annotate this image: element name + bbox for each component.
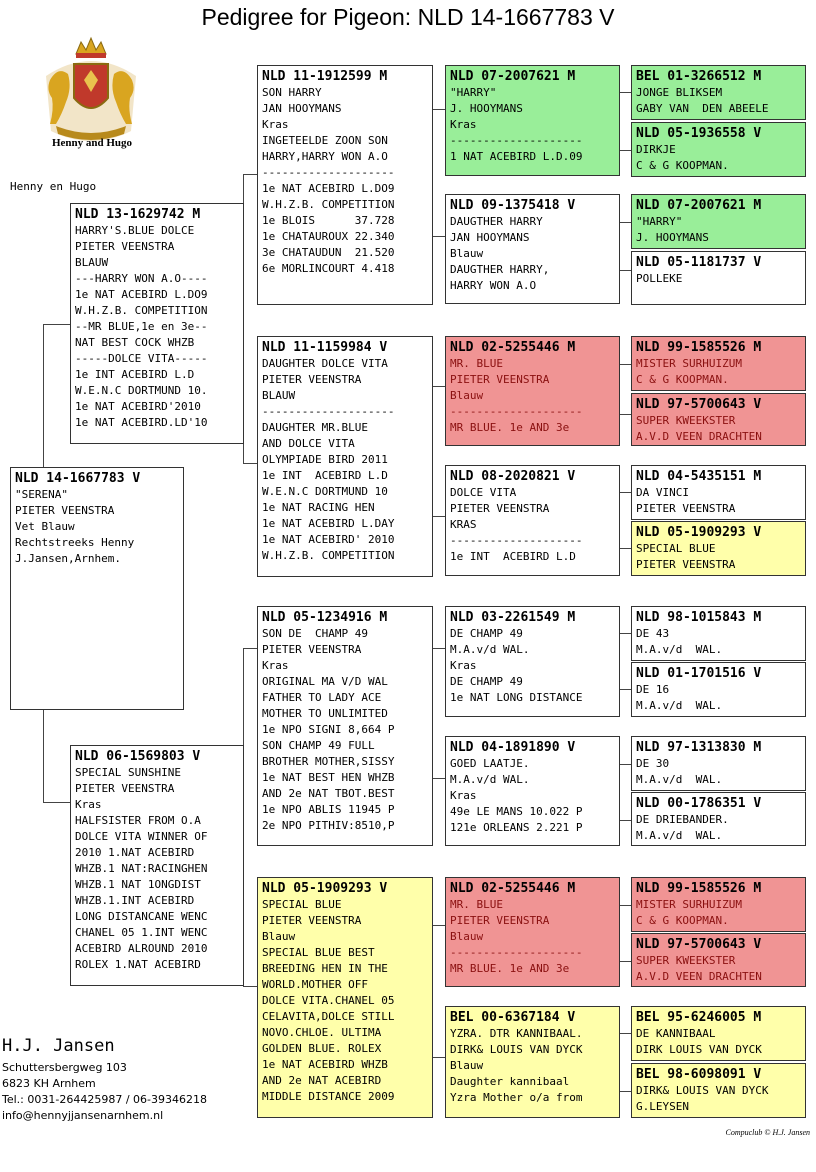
ring-number: NLD 05-1909293 V — [636, 525, 762, 540]
pigeon-info-line: M.A.v/d WAL. — [450, 773, 530, 786]
pigeon-info-line: SPECIAL BLUE — [262, 898, 342, 911]
pigeon-info-line: MR BLUE. 1e AND 3e — [450, 421, 570, 434]
pigeon-card-sss-sire[interactable] — [631, 65, 806, 120]
pigeon-info-line: 1e NPO ABLIS 11945 P — [262, 803, 395, 816]
pigeon-info-line: GOLDEN BLUE. ROLEX — [262, 1042, 382, 1055]
pigeon-info-line: MR BLUE. 1e AND 3e — [450, 962, 570, 975]
pigeon-info-line: 1e NAT LONG DISTANCE — [450, 691, 583, 704]
pigeon-card-dds-sire[interactable] — [631, 877, 806, 932]
ring-number: NLD 09-1375418 V — [450, 198, 576, 213]
pigeon-info-line: MIDDLE DISTANCE 2009 — [262, 1090, 395, 1103]
connector-line — [432, 386, 445, 387]
ring-number: BEL 95-6246005 M — [636, 1010, 762, 1025]
pigeon-info-line: HARRY,HARRY WON A.O — [262, 150, 388, 163]
pigeon-info-line: FATHER TO LADY ACE — [262, 691, 382, 704]
ring-number: NLD 03-2261549 M — [450, 610, 576, 625]
connector-line — [43, 324, 44, 468]
pigeon-card-dam[interactable] — [70, 745, 244, 986]
pigeon-info-line: Rechtstreeks Henny — [15, 536, 135, 549]
pigeon-info-line: 1e NAT ACEBIRD'2010 — [75, 400, 201, 413]
connector-line — [243, 463, 258, 464]
pigeon-info-line: JAN HOOYMANS — [262, 102, 342, 115]
pigeon-info-line: SUPER KWEEKSTER — [636, 954, 736, 967]
pigeon-info-line: MISTER SURHUIZUM — [636, 898, 742, 911]
pigeon-info-line: DIRK LOUIS VAN DYCK — [636, 1043, 762, 1056]
pigeon-card-dds-dam[interactable] — [631, 933, 806, 987]
owner-label: Henny en Hugo — [10, 180, 97, 193]
pigeon-info-line: J.Jansen,Arnhem. — [15, 552, 121, 565]
logo-caption: Henny and Hugo — [51, 137, 133, 149]
pigeon-info-line: JONGE BLIKSEM — [636, 86, 723, 99]
pigeon-info-line: M.A.v/d WAL. — [450, 643, 530, 656]
pigeon-info-line: Daughter kannibaal — [450, 1075, 570, 1088]
pigeon-info-line: 1e NPO SIGNI 8,664 P — [262, 723, 395, 736]
pigeon-info-line: PIETER VEENSTRA — [450, 914, 550, 927]
pigeon-info-line: M.A.v/d WAL. — [636, 699, 723, 712]
pigeon-info-line: PIETER VEENSTRA — [75, 782, 175, 795]
pigeon-info-line: NOVO.CHLOE. ULTIMA — [262, 1026, 382, 1039]
pigeon-info-line: 3e CHATAUDUN 21.520 — [262, 246, 395, 259]
pigeon-info-line: MR. BLUE — [450, 898, 503, 911]
pigeon-info-line: J. HOOYMANS — [450, 102, 523, 115]
ring-number: NLD 05-1234916 M — [262, 610, 388, 625]
pigeon-info-line: -------------------- — [450, 534, 583, 547]
pigeon-info-line: PIETER VEENSTRA — [262, 914, 362, 927]
pigeon-info-line: DIRKJE — [636, 143, 676, 156]
pigeon-info-line: ACEBIRD ALROUND 2010 — [75, 942, 208, 955]
pigeon-info-line: SPECIAL BLUE — [636, 542, 716, 555]
pigeon-info-line: INGETEELDE ZOON SON — [262, 134, 388, 147]
connector-line — [432, 236, 445, 237]
pigeon-info-line: MISTER SURHUIZUM — [636, 357, 742, 370]
pigeon-info-line: 1e INT ACEBIRD L.D — [450, 550, 576, 563]
pigeon-info-line: 2e NPO PITHIV:8510,P — [262, 819, 395, 832]
pigeon-card-sds-sire[interactable] — [631, 336, 806, 391]
ring-number: NLD 97-5700643 V — [636, 937, 762, 952]
pigeon-card-ddd-sire[interactable] — [631, 1006, 806, 1061]
pigeon-card-ds-dam[interactable] — [445, 736, 620, 846]
ring-number: NLD 99-1585526 M — [636, 881, 762, 896]
pigeon-info-line: C & G KOOPMAN. — [636, 914, 729, 927]
breeder-phone: Tel.: 0031-264425987 / 06-39346218 — [2, 1093, 207, 1106]
ring-number: NLD 08-2020821 V — [450, 469, 576, 484]
pigeon-info-line: M.A.v/d WAL. — [636, 773, 723, 786]
pigeon-card-sd-dam[interactable] — [445, 465, 620, 576]
pigeon-info-line: "HARRY" — [636, 215, 683, 228]
pigeon-info-line: BROTHER MOTHER,SISSY — [262, 755, 395, 768]
pigeon-card-dam-dam[interactable] — [257, 877, 433, 1118]
pigeon-info-line: HALFSISTER FROM O.A — [75, 814, 201, 827]
ring-number: NLD 05-1909293 V — [262, 881, 388, 896]
pigeon-info-line: 1e NAT BEST HEN WHZB — [262, 771, 395, 784]
breeder-name: H.J. Jansen — [2, 1036, 115, 1056]
pigeon-info-line: W.E.N.C DORTMUND 10. — [75, 384, 208, 397]
ring-number: NLD 98-1015843 M — [636, 610, 762, 625]
connector-line — [432, 778, 445, 779]
pigeon-info-line: 121e ORLEANS 2.221 P — [450, 821, 583, 834]
pigeon-info-line: SPECIAL SUNSHINE — [75, 766, 181, 779]
page-title: Pedigree for Pigeon: NLD 14-1667783 V — [201, 4, 615, 30]
pigeon-info-line: PIETER VEENSTRA — [636, 502, 736, 515]
pigeon-card-dam-sire[interactable] — [257, 606, 433, 846]
pigeon-info-line: GOED LAATJE. — [450, 757, 530, 770]
pigeon-info-line: Blauw — [450, 930, 484, 943]
pigeon-info-line: BLAUW — [75, 256, 109, 269]
pigeon-info-line: DOLCE VITA — [450, 486, 517, 499]
pigeon-info-line: LONG DISTANCANE WENC — [75, 910, 208, 923]
ring-number: NLD 11-1159984 V — [262, 340, 388, 355]
pigeon-info-line: A.V.D VEEN DRACHTEN — [636, 970, 762, 983]
pigeon-info-line: DIRK& LOUIS VAN DYCK — [636, 1084, 769, 1097]
ring-number: NLD 01-1701516 V — [636, 666, 762, 681]
ring-number: NLD 02-5255446 M — [450, 881, 576, 896]
pigeon-info-line: 1e NAT ACEBIRD.LD'10 — [75, 416, 208, 429]
pigeon-info-line: -------------------- — [450, 405, 583, 418]
pigeon-card-ss-sire[interactable] — [445, 65, 620, 176]
pigeon-info-line: SPECIAL BLUE BEST — [262, 946, 375, 959]
pigeon-card-dss-sire[interactable] — [631, 606, 806, 661]
pigeon-info-line: BLAUW — [262, 389, 296, 402]
pigeon-info-line: AND DOLCE VITA — [262, 437, 355, 450]
pigeon-info-line: JAN HOOYMANS — [450, 231, 530, 244]
pigeon-info-line: 49e LE MANS 10.022 P — [450, 805, 583, 818]
pigeon-info-line: "HARRY" — [450, 86, 497, 99]
pigeon-info-line: PIETER VEENSTRA — [262, 373, 362, 386]
ring-number: NLD 97-5700643 V — [636, 397, 762, 412]
pigeon-info-line: W.H.Z.B. COMPETITION — [262, 549, 395, 562]
pigeon-info-line: W.E.N.C DORTMUND 10 — [262, 485, 388, 498]
ring-number: NLD 04-5435151 M — [636, 469, 762, 484]
pigeon-info-line: DAUGHTER MR.BLUE — [262, 421, 368, 434]
connector-line — [432, 516, 445, 517]
credit-text: Compuclub © H.J. Jansen — [725, 1128, 810, 1137]
pigeon-info-line: ORIGINAL MA V/D WAL — [262, 675, 388, 688]
pigeon-info-line: SON DE CHAMP 49 — [262, 627, 368, 640]
pigeon-info-line: --MR BLUE,1e en 3e-- — [75, 320, 208, 333]
pigeon-info-line: SON HARRY — [262, 86, 322, 99]
pigeon-info-line: DOLCE VITA.CHANEL 05 — [262, 994, 395, 1007]
pigeon-info-line: 1e INT ACEBIRD L.D — [262, 469, 388, 482]
pigeon-card-ssd-sire[interactable] — [631, 194, 806, 249]
pigeon-info-line: WHZB.1 NAT:RACINGHEN — [75, 862, 208, 875]
pigeon-info-line: Blauw — [450, 389, 484, 402]
pigeon-info-line: DAUGTHER HARRY — [450, 215, 543, 228]
pigeon-info-line: POLLEKE — [636, 272, 683, 285]
pigeon-info-line: -------------------- — [262, 166, 395, 179]
pigeon-info-line: 6e MORLINCOURT 4.418 — [262, 262, 395, 275]
ring-number: NLD 02-5255446 M — [450, 340, 576, 355]
pigeon-info-line: DAUGHTER DOLCE VITA — [262, 357, 388, 370]
ring-number: BEL 01-3266512 M — [636, 69, 762, 84]
ring-number: NLD 97-1313830 M — [636, 740, 762, 755]
pigeon-info-line: Blauw — [262, 930, 296, 943]
pigeon-info-line: Kras — [75, 798, 102, 811]
pigeon-info-line: M.A.v/d WAL. — [636, 643, 723, 656]
pigeon-card-sd-sire[interactable] — [445, 336, 620, 446]
ring-number: NLD 05-1936558 V — [636, 126, 762, 141]
pigeon-info-line: C & G KOOPMAN. — [636, 159, 729, 172]
connector-line — [43, 324, 71, 325]
pigeon-info-line: CHANEL 05 1.INT WENC — [75, 926, 208, 939]
pigeon-info-line: 1 NAT ACEBIRD L.D.09 — [450, 150, 583, 163]
pigeon-info-line: -----DOLCE VITA----- — [75, 352, 208, 365]
pigeon-info-line: HARRY WON A.O — [450, 279, 537, 292]
pigeon-info-line: PIETER VEENSTRA — [636, 558, 736, 571]
connector-line — [432, 1057, 445, 1058]
breeder-city: 6823 KH Arnhem — [2, 1077, 96, 1090]
connector-line — [243, 648, 258, 649]
connector-line — [432, 109, 445, 110]
pigeon-info-line: 1e CHATAUROUX 22.340 — [262, 230, 395, 243]
pigeon-info-line: HARRY'S.BLUE DOLCE — [75, 224, 195, 237]
pigeon-card-dd-sire[interactable] — [445, 877, 620, 987]
pigeon-info-line: AND 2e NAT ACEBIRD — [262, 1074, 382, 1087]
pigeon-info-line: WHZB.1 NAT 1ONGDIST — [75, 878, 201, 891]
connector-line — [432, 925, 445, 926]
pigeon-info-line: Kras — [450, 118, 477, 131]
pigeon-info-line: DE 43 — [636, 627, 670, 640]
pigeon-info-line: WORLD.MOTHER OFF — [262, 978, 368, 991]
pigeon-info-line: 1e NAT ACEBIRD L.DAY — [262, 517, 395, 530]
pigeon-info-line: 1e INT ACEBIRD L.D — [75, 368, 195, 381]
ring-number: NLD 05-1181737 V — [636, 255, 762, 270]
pigeon-info-line: PIETER VEENSTRA — [450, 373, 550, 386]
pigeon-card-sire[interactable] — [70, 203, 244, 444]
pigeon-card-ss-dam[interactable] — [445, 194, 620, 304]
connector-line — [432, 648, 445, 649]
pigeon-info-line: 1e NAT RACING HEN — [262, 501, 375, 514]
pigeon-info-line: OLYMPIADE BIRD 2011 — [262, 453, 388, 466]
pigeon-info-line: M.A.v/d WAL. — [636, 829, 723, 842]
ring-number: NLD 13-1629742 M — [75, 207, 201, 222]
pigeon-info-line: DE CHAMP 49 — [450, 675, 523, 688]
pigeon-info-line: 1e NAT ACEBIRD L.DO9 — [262, 182, 395, 195]
pigeon-card-ds-sire[interactable] — [445, 606, 620, 717]
pigeon-card-ssd-dam[interactable] — [631, 251, 806, 305]
pigeon-info-line: Yzra Mother o/a from — [450, 1091, 583, 1104]
pigeon-card-sdd-dam[interactable] — [631, 521, 806, 576]
pigeon-card-dd-dam[interactable] — [445, 1006, 620, 1118]
pigeon-info-line: MR. BLUE — [450, 357, 503, 370]
pigeon-info-line: 2010 1.NAT ACEBIRD — [75, 846, 195, 859]
pigeon-info-line: CELAVITA,DOLCE STILL — [262, 1010, 395, 1023]
pigeon-info-line: MOTHER TO UNLIMITED — [262, 707, 388, 720]
connector-line — [243, 986, 258, 987]
ring-number: NLD 99-1585526 M — [636, 340, 762, 355]
pigeon-info-line: G.LEYSEN — [636, 1100, 689, 1113]
pigeon-info-line: DE 30 — [636, 757, 670, 770]
pigeon-card-sire-sire[interactable] — [257, 65, 433, 305]
connector-line — [43, 802, 71, 803]
pigeon-info-line: DE 16 — [636, 683, 670, 696]
pigeon-info-line: 1e NAT ACEBIRD WHZB — [262, 1058, 388, 1071]
pigeon-info-line: WHZB.1.INT ACEBIRD — [75, 894, 195, 907]
pigeon-info-line: PIETER VEENSTRA — [450, 502, 550, 515]
pigeon-info-line: DAUGTHER HARRY, — [450, 263, 550, 276]
pigeon-card-sire-dam[interactable] — [257, 336, 433, 577]
pigeon-card-sds-dam[interactable] — [631, 393, 806, 446]
pigeon-info-line: YZRA. DTR KANNIBAAL. — [450, 1027, 583, 1040]
ring-number: NLD 07-2007621 M — [636, 198, 762, 213]
pigeon-info-line: Kras — [262, 118, 289, 131]
pigeon-info-line: Blauw — [450, 1059, 484, 1072]
pigeon-info-line: GABY VAN DEN ABEELE — [636, 102, 769, 115]
pigeon-card-dsd-dam[interactable] — [631, 792, 806, 846]
connector-line — [43, 710, 44, 802]
pigeon-card-dsd-sire[interactable] — [631, 736, 806, 791]
pigeon-info-line: NAT BEST COCK WHZB — [75, 336, 195, 349]
pigeon-info-line: Kras — [450, 789, 477, 802]
pigeon-info-line: 1e NAT ACEBIRD L.DO9 — [75, 288, 208, 301]
pigeon-info-line: PIETER VEENSTRA — [15, 504, 115, 517]
pigeon-card-ddd-dam[interactable] — [631, 1063, 806, 1118]
pigeon-info-line: PIETER VEENSTRA — [75, 240, 175, 253]
pigeon-info-line: -------------------- — [262, 405, 395, 418]
pigeon-info-line: KRAS — [450, 518, 477, 531]
ring-number: NLD 00-1786351 V — [636, 796, 762, 811]
pigeon-card-subject[interactable] — [10, 467, 184, 710]
ring-number: NLD 04-1891890 V — [450, 740, 576, 755]
ring-number: NLD 14-1667783 V — [15, 471, 141, 486]
pigeon-info-line: C & G KOOPMAN. — [636, 373, 729, 386]
pigeon-card-dss-dam[interactable] — [631, 662, 806, 717]
pigeon-info-line: A.V.D VEEN DRACHTEN — [636, 430, 762, 443]
pigeon-info-line: W.H.Z.B. COMPETITION — [262, 198, 395, 211]
pigeon-info-line: PIETER VEENSTRA — [262, 643, 362, 656]
pigeon-info-line: DE KANNIBAAL — [636, 1027, 716, 1040]
pigeon-info-line: 1e BLOIS 37.728 — [262, 214, 395, 227]
pigeon-info-line: Kras — [450, 659, 477, 672]
pigeon-info-line: W.H.Z.B. COMPETITION — [75, 304, 208, 317]
pigeon-info-line: Vet Blauw — [15, 520, 75, 533]
pigeon-info-line: SUPER KWEEKSTER — [636, 414, 736, 427]
pigeon-card-sdd-sire[interactable] — [631, 465, 806, 520]
ring-number: NLD 07-2007621 M — [450, 69, 576, 84]
pigeon-info-line: 1e NAT ACEBIRD' 2010 — [262, 533, 395, 546]
pigeon-info-line: SON CHAMP 49 FULL — [262, 739, 375, 752]
pigeon-info-line: ---HARRY WON A.O---- — [75, 272, 208, 285]
breeder-email[interactable]: info@hennyjjansenarnhem.nl — [2, 1109, 164, 1122]
pigeon-card-sss-dam[interactable] — [631, 122, 806, 177]
pigeon-info-line: ROLEX 1.NAT ACEBIRD — [75, 958, 201, 971]
pigeon-info-line: DIRK& LOUIS VAN DYCK — [450, 1043, 583, 1056]
pigeon-info-line: "SERENA" — [15, 488, 68, 501]
pigeon-info-line: DA VINCI — [636, 486, 689, 499]
pigeon-info-line: -------------------- — [450, 946, 583, 959]
pigeon-info-line: Blauw — [450, 247, 484, 260]
pigeon-info-line: AND 2e NAT TBOT.BEST — [262, 787, 395, 800]
connector-line — [243, 174, 258, 175]
ring-number: BEL 00-6367184 V — [450, 1010, 576, 1025]
pigeon-info-line: -------------------- — [450, 134, 583, 147]
pigeon-info-line: DE CHAMP 49 — [450, 627, 523, 640]
pigeon-info-line: DE DRIEBANDER. — [636, 813, 729, 826]
ring-number: NLD 06-1569803 V — [75, 749, 201, 764]
ring-number: BEL 98-6098091 V — [636, 1067, 762, 1082]
pigeon-info-line: Kras — [262, 659, 289, 672]
ring-number: NLD 11-1912599 M — [262, 69, 388, 84]
pigeon-info-line: J. HOOYMANS — [636, 231, 709, 244]
pigeon-info-line: DOLCE VITA WINNER OF — [75, 830, 208, 843]
pigeon-info-line: BREEDING HEN IN THE — [262, 962, 388, 975]
breeder-address: Schuttersbergweg 103 — [2, 1061, 127, 1074]
